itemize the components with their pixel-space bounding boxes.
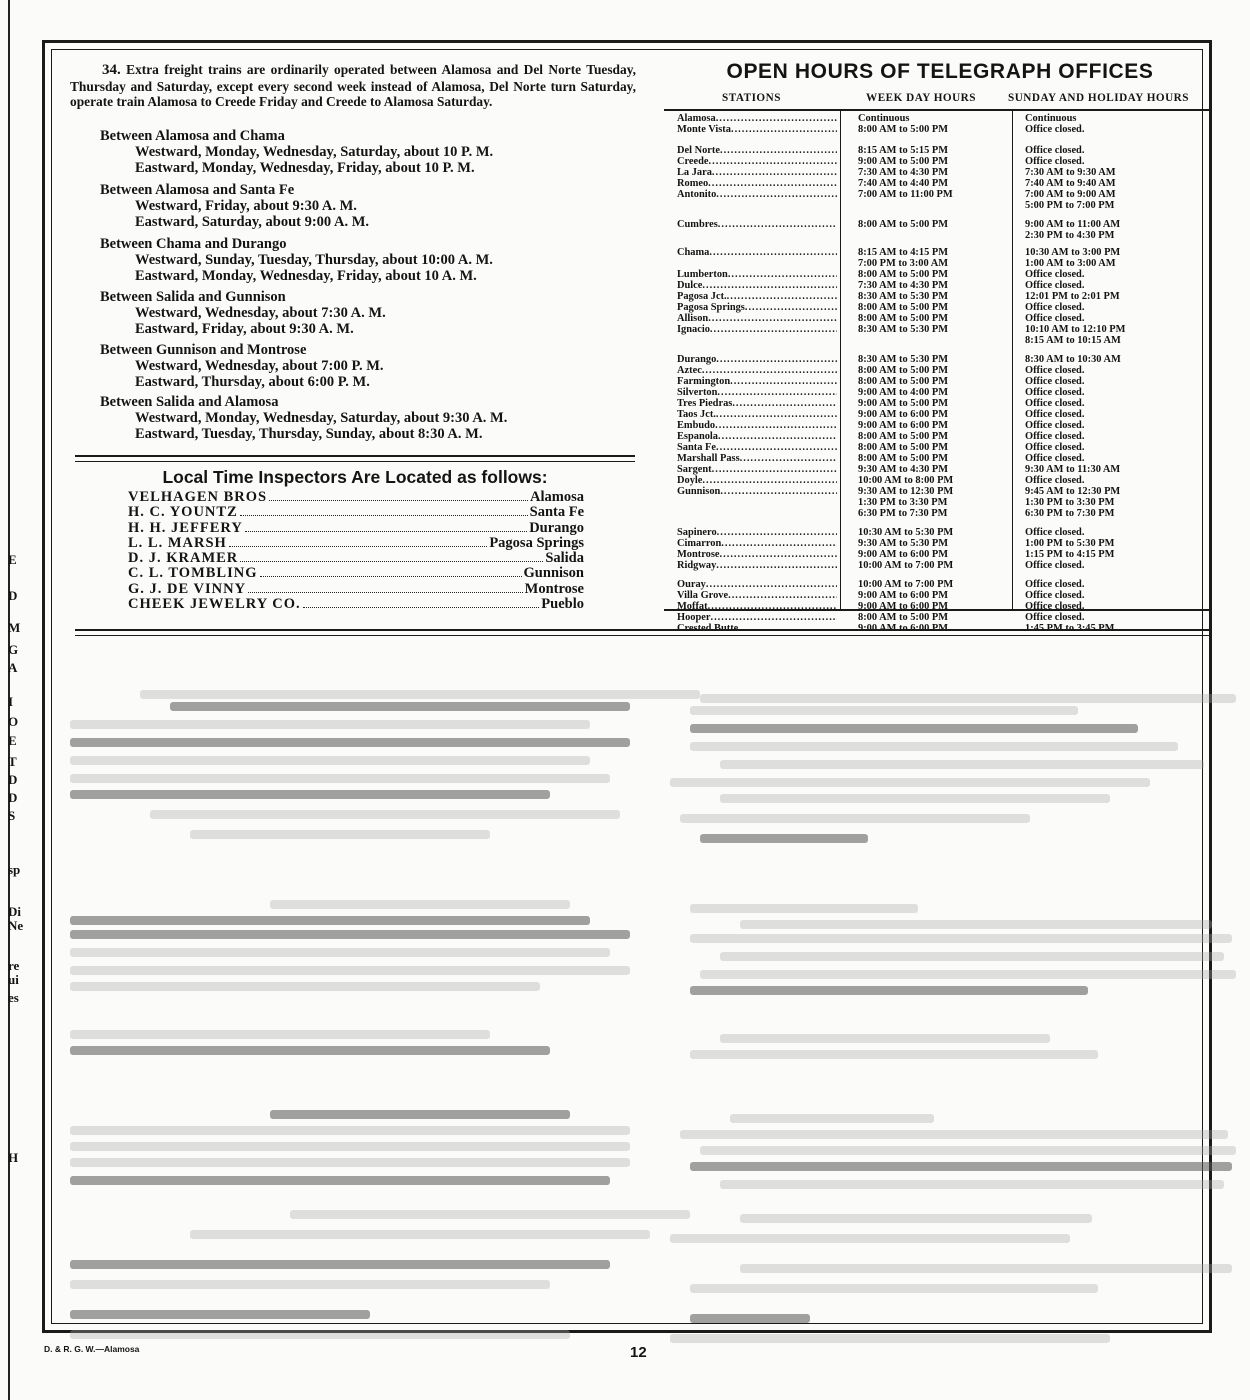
sunday-hours: Office closed. xyxy=(1025,376,1085,387)
edge-letter: E xyxy=(8,733,17,748)
leader-dots xyxy=(240,561,543,562)
inspector-row xyxy=(128,521,584,536)
schedule-heading: Between Gunnison and Montrose xyxy=(100,342,307,358)
weekday-hours: 9:00 AM to 6:00 PM xyxy=(858,590,949,601)
edge-letter: sp xyxy=(8,862,21,877)
station-name: Cimarron ..... xyxy=(677,538,837,549)
bleed-text-line xyxy=(670,1334,1110,1343)
bleed-text-line xyxy=(690,1284,1098,1293)
rule-number: 34. xyxy=(102,62,121,78)
weekday-hours: 8:00 AM to 5:00 PM xyxy=(858,442,949,453)
bleed-text-line xyxy=(70,720,590,729)
bleed-text-line xyxy=(70,790,550,799)
sunday-hours: Office closed. xyxy=(1025,579,1085,590)
weekday-hours: 7:40 AM to 4:40 PM xyxy=(858,178,949,189)
station-name: Allison ..... xyxy=(677,313,837,324)
schedule-eastward: Eastward, Friday, about 9:30 A. M. xyxy=(135,321,354,337)
footer-imprint: D. & R. G. W.—Alamosa xyxy=(44,1344,140,1354)
sunday-hours: 7:30 AM to 9:30 AM xyxy=(1025,167,1116,178)
station-name: Sapinero ..... xyxy=(677,527,837,538)
page-number: 12 xyxy=(630,1344,647,1361)
bleed-text-line xyxy=(270,900,570,909)
sunday-hours: Office closed. xyxy=(1025,527,1085,538)
sunday-hours: Office closed. xyxy=(1025,560,1085,571)
leader-dots xyxy=(240,515,528,516)
schedule-block xyxy=(100,182,640,230)
station-name: Romeo ..... xyxy=(677,178,837,189)
inspectors-list xyxy=(128,490,584,612)
sunday-hours: 9:45 AM to 12:30 PM xyxy=(1025,486,1121,497)
edge-letter: G xyxy=(8,642,19,657)
leader-dots xyxy=(260,576,522,577)
sunday-hours: Office closed. xyxy=(1025,398,1085,409)
schedule-heading: Between Salida and Alamosa xyxy=(100,394,279,410)
leader-dots xyxy=(303,607,540,608)
station-name: Santa Fe ..... xyxy=(677,442,837,453)
bleed-text-line xyxy=(190,830,490,839)
sunday-hours: Office closed. xyxy=(1025,280,1085,291)
weekday-hours: 8:15 AM to 4:15 PM xyxy=(858,247,949,258)
station-name: Pagosa Springs ..... xyxy=(677,302,837,313)
station-name: Monte Vista ..... xyxy=(677,124,837,135)
weekday-hours: 9:30 AM to 4:30 PM xyxy=(858,464,949,475)
sunday-hours: Office closed. xyxy=(1025,124,1085,135)
bleed-text-line xyxy=(680,814,1030,823)
bleed-text-line xyxy=(720,760,1204,769)
inspector-name: D. J. KRAMER xyxy=(128,550,239,567)
station-name: Ignacio ..... xyxy=(677,324,837,335)
station-name: Taos Jct. ..... xyxy=(677,409,837,420)
sunday-hours: 2:30 PM to 4:30 PM xyxy=(1025,230,1115,241)
inspector-name: H. H. JEFFERY xyxy=(128,519,243,536)
sunday-hours: Office closed. xyxy=(1025,590,1085,601)
inspector-row xyxy=(128,566,584,581)
station-name: Espanola ..... xyxy=(677,431,837,442)
bleed-text-line xyxy=(140,690,700,699)
schedule-westward: Westward, Friday, about 9:30 A. M. xyxy=(135,198,357,214)
schedule-block xyxy=(100,342,640,390)
sunday-hours: Office closed. xyxy=(1025,475,1085,486)
bleed-text-line xyxy=(690,724,1138,733)
bleed-text-line xyxy=(740,920,1212,929)
station-name: Creede ..... xyxy=(677,156,837,167)
sunday-hours: 5:00 PM to 7:00 PM xyxy=(1025,200,1115,211)
edge-letter: D xyxy=(8,588,18,603)
weekday-hours: 1:30 PM to 3:30 PM xyxy=(858,497,948,508)
bleed-text-line xyxy=(70,1280,550,1289)
weekday-hours: 8:30 AM to 5:30 PM xyxy=(858,291,949,302)
station-name: Embudo ..... xyxy=(677,420,837,431)
bleed-text-line xyxy=(730,1114,934,1123)
schedule-westward: Westward, Wednesday, about 7:30 A. M. xyxy=(135,305,386,321)
inspector-location: Santa Fe xyxy=(529,504,584,521)
schedule-westward: Westward, Wednesday, about 7:00 P. M. xyxy=(135,358,384,374)
bleed-text-line xyxy=(690,1314,810,1323)
sunday-hours: Continuous xyxy=(1025,113,1077,124)
schedule-eastward: Eastward, Thursday, about 6:00 P. M. xyxy=(135,374,370,390)
bleed-text-line xyxy=(690,1162,1232,1171)
weekday-hours: 8:00 AM to 5:00 PM xyxy=(858,365,949,376)
bleed-text-line xyxy=(740,1264,1232,1273)
inspector-row xyxy=(128,551,584,566)
weekday-hours: 8:30 AM to 5:30 PM xyxy=(858,324,949,335)
weekday-hours: 7:00 PM to 3:00 AM xyxy=(858,258,949,269)
weekday-hours: 8:15 AM to 5:15 PM xyxy=(858,145,949,156)
schedule-heading: Between Salida and Gunnison xyxy=(100,289,286,305)
inspector-location: Gunnison xyxy=(523,565,584,582)
station-name: Chama ..... xyxy=(677,247,837,258)
weekday-hours: 8:30 AM to 5:30 PM xyxy=(858,354,949,365)
bleed-text-line xyxy=(70,1126,630,1135)
bleed-text-line xyxy=(690,1050,1098,1059)
station-name: Marshall Pass ..... xyxy=(677,453,837,464)
edge-letter: Ne xyxy=(8,918,24,933)
sunday-hours: 6:30 PM to 7:30 PM xyxy=(1025,508,1115,519)
bleed-text-line xyxy=(150,810,620,819)
bleed-text-line xyxy=(670,778,1150,787)
weekday-hours: 9:00 AM to 5:00 PM xyxy=(858,398,949,409)
weekday-hours: 8:00 AM to 5:00 PM xyxy=(858,431,949,442)
station-name: Villa Grove ..... xyxy=(677,590,837,601)
bleed-text-line xyxy=(720,952,1224,961)
inspector-row xyxy=(128,582,584,597)
edge-letter: es xyxy=(8,990,19,1005)
col-week: WEEK DAY HOURS xyxy=(866,92,976,104)
bleed-text-line xyxy=(70,1158,630,1167)
schedule-eastward: Eastward, Monday, Wednesday, Friday, about 10 A. M. xyxy=(135,268,477,284)
station-name: Cumbres ..... xyxy=(677,219,837,230)
bleed-text-line xyxy=(270,1110,570,1119)
bleed-text-line xyxy=(690,904,918,913)
station-name: Ouray ..... xyxy=(677,579,837,590)
edge-letter: O xyxy=(8,714,19,729)
edge-letter: D xyxy=(8,772,18,787)
sunday-hours: 10:30 AM to 3:00 PM xyxy=(1025,247,1121,258)
schedule-block xyxy=(100,289,640,337)
rule-text: Extra freight trains are ordinarily operated between Alamosa and Del Norte Tuesday, Thursday and Saturday, except every second week instead of Alamosa, Del Norte turn Saturday, operate train Alamosa to Creede Friday and Creede to Alamosa Saturday. xyxy=(70,62,636,109)
station-name: Doyle ..... xyxy=(677,475,837,486)
leader-dots xyxy=(245,531,527,532)
station-name: Montrose ..... xyxy=(677,549,837,560)
schedule-eastward: Eastward, Tuesday, Thursday, Sunday, about 8:30 A. M. xyxy=(135,426,483,442)
weekday-hours: 9:00 AM to 6:00 PM xyxy=(858,601,949,612)
sunday-hours: 8:30 AM to 10:30 AM xyxy=(1025,354,1121,365)
inspector-row xyxy=(128,536,584,551)
sunday-hours: Office closed. xyxy=(1025,453,1085,464)
station-name: Tres Piedras ..... xyxy=(677,398,837,409)
station-name: Sargent ..... xyxy=(677,464,837,475)
bleed-text-line xyxy=(700,970,1236,979)
weekday-hours: 9:00 AM to 4:00 PM xyxy=(858,387,949,398)
bleed-text-line xyxy=(690,706,1078,715)
leader-dots xyxy=(269,500,528,501)
sunday-hours: 1:30 PM to 3:30 PM xyxy=(1025,497,1115,508)
weekday-hours: 8:00 AM to 5:00 PM xyxy=(858,612,949,623)
schedule-block xyxy=(100,236,640,284)
section-divider xyxy=(75,629,1210,636)
sunday-hours: 10:10 AM to 12:10 PM xyxy=(1025,324,1126,335)
station-name: Gunnison ..... xyxy=(677,486,837,497)
bleed-text-line xyxy=(70,916,590,925)
sunday-hours: Office closed. xyxy=(1025,442,1085,453)
inspector-location: Montrose xyxy=(524,580,584,597)
bleed-text-line xyxy=(70,930,630,939)
schedule-block xyxy=(100,394,640,442)
weekday-hours: 6:30 PM to 7:30 PM xyxy=(858,508,948,519)
leader-dots xyxy=(229,546,487,547)
bleed-text-line xyxy=(70,1310,370,1319)
edge-letter: E xyxy=(8,552,17,567)
sunday-hours: Office closed. xyxy=(1025,601,1085,612)
sunday-hours: 9:30 AM to 11:30 AM xyxy=(1025,464,1121,475)
leader-dots xyxy=(248,592,523,593)
edge-letter: re xyxy=(8,958,20,973)
edge-letter: M xyxy=(8,620,21,635)
station-name: Pagosa Jct. ..... xyxy=(677,291,837,302)
table-column-line xyxy=(1012,111,1013,609)
weekday-hours: 10:00 AM to 7:00 PM xyxy=(858,579,954,590)
inspector-name: C. L. TOMBLING xyxy=(128,565,258,582)
sunday-hours: Office closed. xyxy=(1025,365,1085,376)
inspector-row xyxy=(128,490,584,505)
station-name: Aztec ..... xyxy=(677,365,837,376)
inspector-name: G. J. DE VINNY xyxy=(128,580,247,597)
station-name: Farmington ..... xyxy=(677,376,837,387)
sunday-hours: Office closed. xyxy=(1025,409,1085,420)
inspector-location: Alamosa xyxy=(530,489,584,505)
inspector-name: VELHAGEN BROS xyxy=(128,489,268,505)
sunday-hours: 1:45 PM to 3:45 PM xyxy=(1025,623,1115,634)
edge-letter: D xyxy=(8,790,18,805)
sunday-hours: Office closed. xyxy=(1025,612,1085,623)
bleed-text-line xyxy=(70,756,590,765)
sunday-hours: Office closed. xyxy=(1025,313,1085,324)
schedule-eastward: Eastward, Saturday, about 9:00 A. M. xyxy=(135,214,370,230)
bleed-text-line xyxy=(700,694,1236,703)
weekday-hours: 8:00 AM to 5:00 PM xyxy=(858,313,949,324)
inspector-name: CHEEK JEWELRY CO. xyxy=(128,596,301,613)
station-name: Ridgway ..... xyxy=(677,560,837,571)
sunday-hours: 7:00 AM to 9:00 AM xyxy=(1025,189,1116,200)
table-column-line xyxy=(840,111,841,609)
edge-letter: ui xyxy=(8,972,19,987)
station-name: Dulce ..... xyxy=(677,280,837,291)
bleed-text-line xyxy=(190,1230,650,1239)
bleed-text-line xyxy=(720,1034,1050,1043)
edge-letter: A xyxy=(8,660,18,675)
sunday-hours: Office closed. xyxy=(1025,420,1085,431)
inspector-location: Pagosa Springs xyxy=(489,534,584,551)
station-name: Crested Butte ..... xyxy=(677,623,837,634)
bleed-text-line xyxy=(690,742,1178,751)
edge-letter: Di xyxy=(8,904,21,919)
station-name: Durango ..... xyxy=(677,354,837,365)
bleed-text-line xyxy=(700,834,868,843)
sunday-hours: 8:15 AM to 10:15 AM xyxy=(1025,335,1121,346)
weekday-hours: 9:30 AM to 12:30 PM xyxy=(858,486,954,497)
sunday-hours: 9:00 AM to 11:00 AM xyxy=(1025,219,1121,230)
weekday-hours: 9:00 AM to 6:00 PM xyxy=(858,409,949,420)
weekday-hours: 10:30 AM to 5:30 PM xyxy=(858,527,954,538)
weekday-hours: Continuous xyxy=(858,113,910,124)
station-name: Antonito ..... xyxy=(677,189,837,200)
weekday-hours: 9:00 AM to 5:00 PM xyxy=(858,156,949,167)
bleed-text-line xyxy=(700,1146,1236,1155)
schedule-westward: Westward, Monday, Wednesday, Saturday, about 9:30 A. M. xyxy=(135,410,508,426)
bleed-text-line xyxy=(70,1046,550,1055)
weekday-hours: 7:30 AM to 4:30 PM xyxy=(858,167,949,178)
bleed-through-area xyxy=(70,650,1200,1310)
edge-letter: I xyxy=(8,694,14,709)
edge-letter: S xyxy=(8,808,16,823)
telegraph-title: OPEN HOURS OF TELEGRAPH OFFICES xyxy=(726,60,1154,83)
bleed-text-line xyxy=(70,1142,630,1151)
bleed-text-line xyxy=(720,794,1110,803)
bleed-text-line xyxy=(680,1130,1228,1139)
inspectors-title: Local Time Inspectors Are Located as follows: xyxy=(162,467,548,487)
weekday-hours: 8:00 AM to 5:00 PM xyxy=(858,219,949,230)
weekday-hours: 8:00 AM to 5:00 PM xyxy=(858,302,949,313)
section-divider xyxy=(75,455,635,462)
weekday-hours: 9:30 AM to 5:30 PM xyxy=(858,538,949,549)
station-name: Alamosa ..... xyxy=(677,113,837,124)
schedule-heading: Between Alamosa and Chama xyxy=(100,128,285,144)
schedule-heading: Between Chama and Durango xyxy=(100,236,287,252)
weekday-hours: 10:00 AM to 7:00 PM xyxy=(858,560,954,571)
station-name: La Jara ..... xyxy=(677,167,837,178)
rule-34-paragraph xyxy=(70,62,636,110)
inspector-name: L. L. MARSH xyxy=(128,534,227,551)
weekday-hours: 9:00 AM to 6:00 PM xyxy=(858,420,949,431)
inspector-row xyxy=(128,505,584,520)
station-name: Del Norte ..... xyxy=(677,145,837,156)
inspector-location: Durango xyxy=(529,519,584,536)
bleed-text-line xyxy=(70,1330,570,1339)
sunday-hours: Office closed. xyxy=(1025,431,1085,442)
bleed-text-line xyxy=(70,982,540,991)
weekday-hours: 8:00 AM to 5:00 PM xyxy=(858,376,949,387)
bleed-text-line xyxy=(740,1214,1092,1223)
edge-letter: H xyxy=(8,1150,19,1165)
weekday-hours: 8:00 AM to 5:00 PM xyxy=(858,124,949,135)
station-name: Lumberton ..... xyxy=(677,269,837,280)
bleed-text-line xyxy=(170,702,630,711)
sunday-hours: 7:40 AM to 9:40 AM xyxy=(1025,178,1116,189)
sunday-hours: 1:00 PM to 5:30 PM xyxy=(1025,538,1115,549)
bleed-text-line xyxy=(70,1176,610,1185)
station-name: Hooper ..... xyxy=(677,612,837,623)
inspector-row xyxy=(128,597,584,612)
schedule-heading: Between Alamosa and Santa Fe xyxy=(100,182,295,198)
bleed-text-line xyxy=(690,934,1232,943)
edge-letter: T xyxy=(8,754,17,769)
schedule-westward: Westward, Sunday, Tuesday, Thursday, about 10:00 A. M. xyxy=(135,252,493,268)
weekday-hours: 7:00 AM to 11:00 PM xyxy=(858,189,953,200)
schedule-eastward: Eastward, Monday, Wednesday, Friday, about 10 P. M. xyxy=(135,160,475,176)
sunday-hours: Office closed. xyxy=(1025,302,1085,313)
bleed-text-line xyxy=(290,1210,690,1219)
inspector-location: Pueblo xyxy=(541,596,584,613)
weekday-hours: 9:00 AM to 6:00 PM xyxy=(858,549,949,560)
weekday-hours: 9:00 AM to 6:00 PM xyxy=(858,623,949,634)
bleed-text-line xyxy=(690,986,1088,995)
sunday-hours: 1:15 PM to 4:15 PM xyxy=(1025,549,1115,560)
col-stations: STATIONS xyxy=(722,92,781,104)
station-name: Silverton ..... xyxy=(677,387,837,398)
bleed-text-line xyxy=(70,966,630,975)
sunday-hours: 12:01 PM to 2:01 PM xyxy=(1025,291,1120,302)
bleed-text-line xyxy=(670,1234,1070,1243)
sunday-hours: Office closed. xyxy=(1025,156,1085,167)
inspector-location: Salida xyxy=(545,550,584,567)
bleed-text-line xyxy=(70,774,610,783)
sunday-hours: Office closed. xyxy=(1025,145,1085,156)
weekday-hours: 8:00 AM to 5:00 PM xyxy=(858,269,949,280)
bleed-text-line xyxy=(70,738,630,747)
weekday-hours: 8:00 AM to 5:00 PM xyxy=(858,453,949,464)
sunday-hours: Office closed. xyxy=(1025,387,1085,398)
weekday-hours: 7:30 AM to 4:30 PM xyxy=(858,280,949,291)
schedule-block xyxy=(100,128,640,176)
bleed-text-line xyxy=(70,1030,490,1039)
bleed-text-line xyxy=(70,1260,610,1269)
schedule-westward: Westward, Monday, Wednesday, Saturday, about 10 P. M. xyxy=(135,144,494,160)
station-name: Moffat ..... xyxy=(677,601,837,612)
bleed-text-line xyxy=(70,948,610,957)
inspector-name: H. C. YOUNTZ xyxy=(128,504,238,521)
col-sunday: SUNDAY AND HOLIDAY HOURS xyxy=(1008,92,1189,104)
bleed-text-line xyxy=(720,1180,1224,1189)
sunday-hours: Office closed. xyxy=(1025,269,1085,280)
weekday-hours: 10:00 AM to 8:00 PM xyxy=(858,475,954,486)
sunday-hours: 1:00 AM to 3:00 AM xyxy=(1025,258,1116,269)
